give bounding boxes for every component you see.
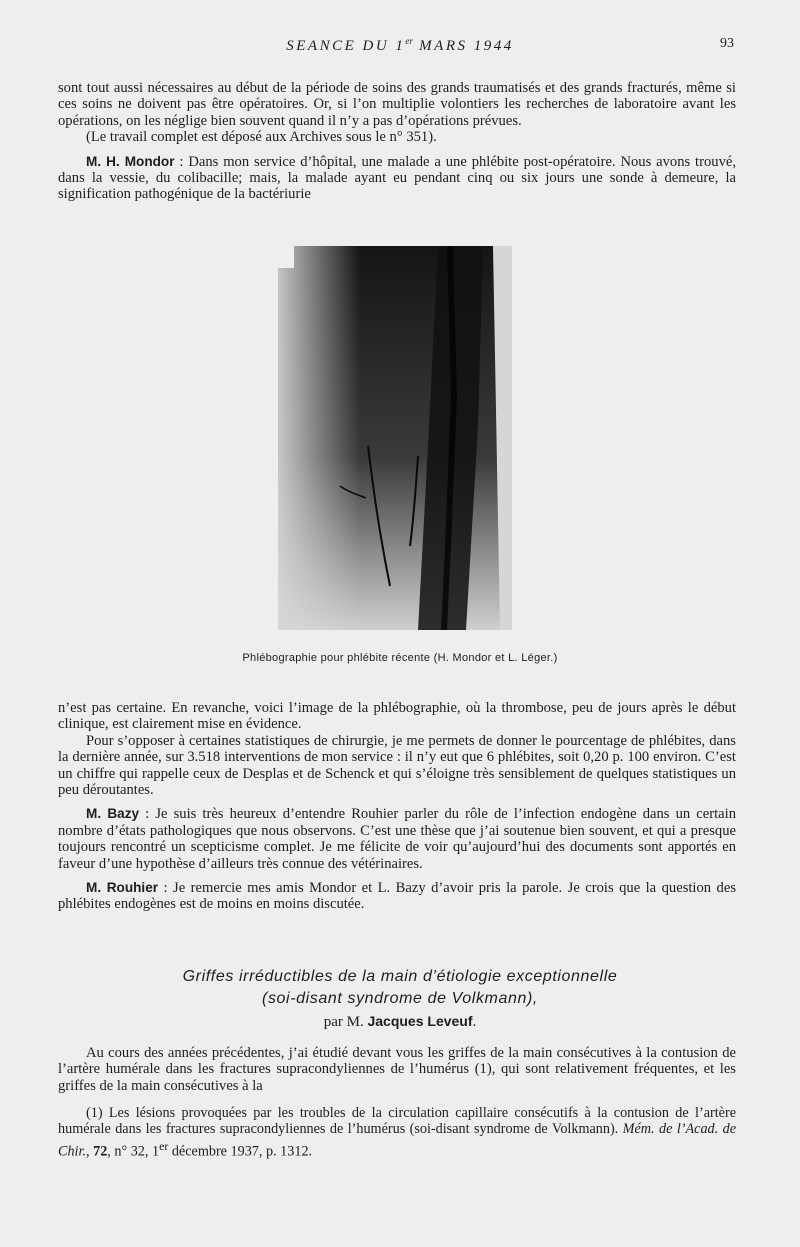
article-title-line-1: Griffes irréductibles de la main d’étiologie exceptionnelle	[182, 968, 618, 985]
running-title-superscript: er	[405, 36, 413, 46]
speech-text: : Dans mon service d’hôpital, une malade a une phlébite post-opératoire. Nous avons trouvé, dans la vessie, du colibacille; mais, la malade ayant eu pendant cinq ou six jours une sonde à demeure, la signification pathogénique de la bactériurie	[58, 153, 736, 203]
footnote-part: (1) Les lésions provoquées par les troubles de la circulation capillaire consécutifs à la contusion de l’artère humérale dans les fractures supracondyliennes de l’humérus (soi-disant syndrome de Volkmann).	[58, 1105, 736, 1138]
mondor-intervention	[58, 154, 736, 203]
footnote	[58, 1105, 736, 1160]
journal-title: Mém. de l’Acad. de Chir.	[58, 1121, 736, 1160]
rouhier-intervention	[58, 880, 736, 913]
article-body	[58, 1045, 736, 1094]
author-name: Jacques Leveuf	[367, 1013, 473, 1029]
footnote-text	[58, 1105, 736, 1160]
byline-prefix: par M.	[323, 1014, 368, 1030]
phlebography-radiograph	[278, 246, 512, 630]
article-byline	[0, 1013, 800, 1031]
running-title-date: MARS 1944	[412, 38, 514, 54]
running-title	[0, 36, 800, 55]
bazy-intervention	[58, 806, 736, 872]
paragraph: n’est pas certaine. En revanche, voici l’image de la phlébographie, où la thrombose, peu de jours après le début clinique, est clairement mise en évidence.	[58, 700, 736, 733]
page-number: 93	[720, 36, 734, 51]
byline-suffix: .	[472, 1014, 477, 1030]
journal-volume: 72	[93, 1143, 108, 1160]
speaker-name: M. Rouhier	[86, 880, 159, 896]
footnote-part: décembre 1937, p. 1312.	[168, 1143, 313, 1160]
article-intro-paragraph: Au cours des années précédentes, j’ai étudié devant vous les griffes de la main consécutives à la contusion de l’artère humérale dans les fractures supracondyliennes de l’humérus (1), qui sont relativement fréquentes, et les griffes de la main consécutives à la	[58, 1045, 736, 1094]
speaker-name: M. H. Mondor	[86, 153, 175, 169]
footnote-part: , n° 32, 1	[107, 1143, 160, 1160]
footnote-superscript: er	[159, 1138, 169, 1153]
running-title-text: SEANCE DU 1	[286, 38, 406, 54]
figure-caption: Phlébographie pour phlébite récente (H. Mondor et L. Léger.)	[242, 652, 558, 664]
running-header	[0, 36, 800, 56]
opening-text	[58, 80, 736, 203]
middle-text	[58, 700, 736, 913]
footnote-part: ,	[86, 1143, 94, 1160]
paragraph: sont tout aussi nécessaires au début de la période de soins des grands traumatisés et des grands fracturés, même si ces soins ne doivent pas être opératoires. Or, si l’on multiplie volontiers les recherches de laboratoire avant les opérations, on les néglige bien souvent quand il n’y a pas d’opérations prévues.	[58, 80, 736, 129]
paragraph-statistics: Pour s’opposer à certaines statistiques de chirurgie, je me permets de donner le pourcentage de phlébites, dans la dernière année, sur 3.518 interventions de mon service : il n’y eut que 6 phlébites, soit 0,20 p. 100 environ. C’est un chiffre qui rappelle ceux de Desplas et de Schenck et qui s’éloigne très sensiblement de quelques statistiques un peu déroutantes.	[58, 732, 736, 799]
speech-text: : Je suis très heureux d’entendre Rouhier parler du rôle de l’infection endogène dans un certain nombre d’états pathologiques que nous observons. C’est une thèse que j’ai soutenue bien souvent, et qui a presque toujours rencontré un scepticisme complet. Je me félicite de voir qu’aujourd’hui des documents sont apportés en faveur d’une hypothèse d’ailleurs très connue des vétérinaires.	[58, 806, 736, 872]
phlebography-image	[278, 246, 512, 630]
speaker-name: M. Bazy	[86, 806, 140, 822]
paragraph-archive-note: (Le travail complet est déposé aux Archives sous le n° 351).	[86, 129, 437, 146]
speech-text: : Je remercie mes amis Mondor et L. Bazy d’avoir pris la parole. Je crois que la question des phlébites endogènes est de moins en moins discutée.	[58, 880, 736, 913]
article-title-line-2: (soi-disant syndrome de Volkmann),	[262, 990, 538, 1007]
